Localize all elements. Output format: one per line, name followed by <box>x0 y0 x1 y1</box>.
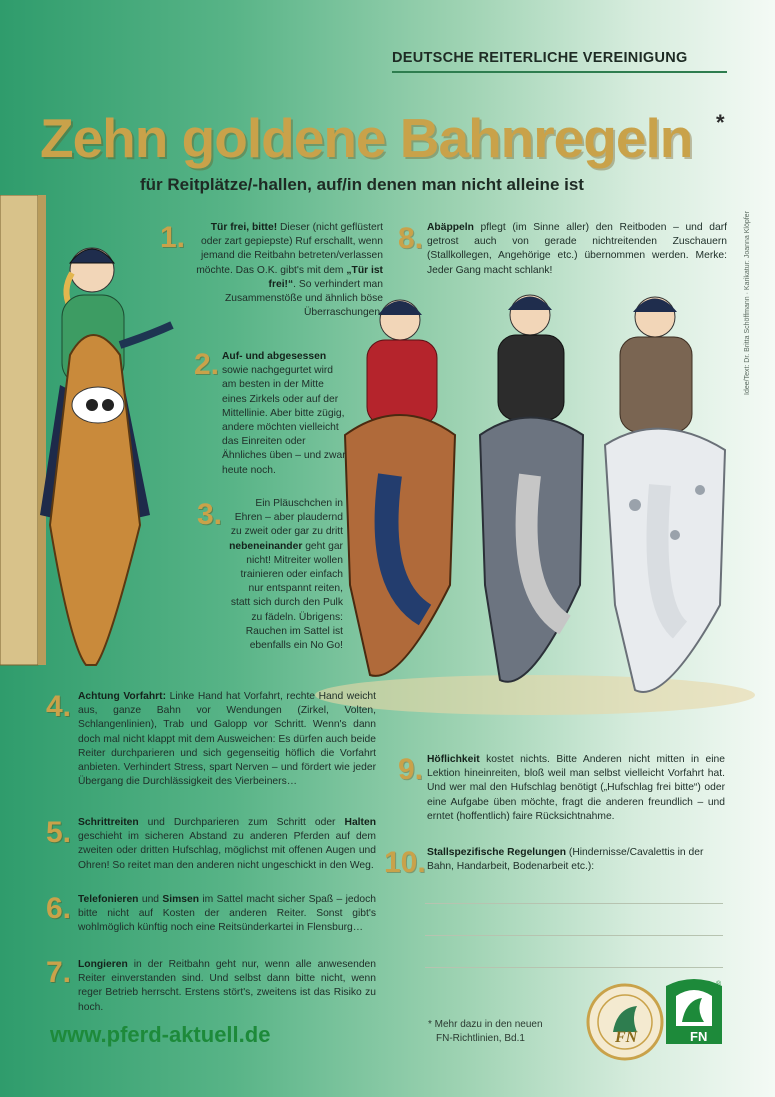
rule-2-body: sowie nachgegurtet wird am besten in der Mitte eines Zirkels oder auf der Mittellinie. Aber bitte zügig, andere möchten vielleicht das Einreiten oder Ähnliches üben – und zwar heute noch. <box>222 365 346 476</box>
rule-8-title: Abäppeln <box>427 222 474 233</box>
rule-10-text <box>427 846 725 874</box>
rule-1-emphasis: „Tür ist frei!“ <box>268 264 383 290</box>
rule-number-1: 1. <box>160 221 186 254</box>
rule-9-title: Höflichkeit <box>427 754 480 765</box>
reiterliche-vereinigung-seal <box>585 982 665 1062</box>
rule-number-5: 5. <box>46 816 72 849</box>
rule-1-body: Dieser (nicht geflüstert oder zart gepiepste) Ruf erschallt, wenn jemand die Reitbahn betreten/verlassen möchte. Das O.K. gibt's mit dem <box>196 222 383 276</box>
rule-number-2: 2. <box>194 348 220 381</box>
rule-5-title2: Halten <box>344 817 376 828</box>
rule-2-title: Auf- und abgesessen <box>222 351 327 362</box>
fn-logo <box>660 978 728 1048</box>
rule-1-text <box>190 221 383 320</box>
footnote-line-2: FN-Richtlinien, Bd.1 <box>436 1033 525 1044</box>
seal-initials: FN <box>615 1029 638 1046</box>
notes-line-1 <box>425 903 723 904</box>
rule-number-4: 4. <box>46 690 72 723</box>
organization-name: DEUTSCHE REITERLICHE VEREINIGUNG <box>392 50 688 66</box>
notes-line-3 <box>425 967 723 968</box>
riders-group-illustration <box>315 285 755 725</box>
rule-6-title: Telefonieren <box>78 894 139 905</box>
fn-logo-text: FN <box>690 1029 708 1044</box>
rule-1-title: Tür frei, bitte! <box>210 222 278 233</box>
rule-3-text <box>228 497 343 653</box>
rider-left-illustration <box>0 195 185 685</box>
rule-3-body: geht gar nicht! Mitreiter wollen trainieren oder einfach nur entspannt reiten, statt sich durch den Pulk zu fädeln. Übrigens: Rauchen im Sattel ist ebenfalls ein No Go! <box>230 540 343 652</box>
rule-5-mid: und Durchparieren zum Schritt oder <box>138 817 345 828</box>
rule-7-title: Longieren <box>78 959 128 970</box>
rule-number-8: 8. <box>398 222 424 255</box>
rule-3-title: nebeneinander <box>229 540 303 552</box>
rule-number-7: 7. <box>46 956 72 989</box>
rule-number-10: 10. <box>384 846 426 879</box>
rule-6-title2: Simsen <box>162 894 200 905</box>
rule-5-body: geschieht im sicheren Abstand zu anderen Pferden auf dem zweiten oder dritten Hufschlag, möglichst mit offenen Augen und Ohren! So reitet man den anderen nicht ungeschickt in den Weg. <box>78 831 376 871</box>
rule-7-body: in der Reitbahn geht nur, wenn alle anwesenden Reiter einverstanden sind. Und selbst dann bitte nicht, wenn reger Betrieb herrscht. Erstens stört's, zweitens ist das Risiko zu hoch. <box>78 959 376 1013</box>
page-subtitle: für Reitplätze/-hallen, auf/in denen man nicht alleine ist <box>140 175 584 194</box>
website-link[interactable]: www.pferd-aktuell.de <box>50 1022 271 1047</box>
title-asterisk: * <box>716 110 725 135</box>
rule-number-6: 6. <box>46 892 72 925</box>
rule-6-body: im Sattel macht sicher Spaß – jedoch bitte nicht auf Kosten der anderen Reiter. Sonst gibt's wohlmöglich künftig noch eine Reitsünderkartei in Flensburg… <box>78 894 376 934</box>
rule-number-3: 3. <box>197 498 223 531</box>
notes-line-2 <box>425 935 723 936</box>
rule-10-body: (Hindernisse/Cavalettis in der Bahn, Handarbeit, Bodenarbeit etc.): <box>427 847 704 873</box>
rule-6-text <box>78 893 376 936</box>
rule-number-9: 9. <box>398 753 424 786</box>
rule-9-body: kostet nichts. Bitte Anderen nicht mitten in eine Lektion hineinreiten, bloß weil man selbst vielleicht Vorfahrt hat. Und wer mal den Hufschlag benötigt („Hufschlag frei bitte“) oder eine Aufgabe üben möchte, fragt die anderen freundlich – und erntet (hoffentlich) faire Rücksichtnahme. <box>427 754 725 822</box>
registered-mark: ® <box>716 981 722 988</box>
footnote-line-1: * Mehr dazu in den neuen <box>428 1019 543 1030</box>
rule-10-title: Stallspezifische Regelungen <box>427 847 567 858</box>
rule-8-body: pflegt (im Sinne aller) den Reitboden – und darf getrost auch von gerade nichtreitenden Zuschauern (Stallkollegen, Angehörige etc.) übernommen werden. Merke: Jeder Gang macht schlank! <box>427 222 727 276</box>
page-title: Zehn goldene Bahnregeln <box>40 107 693 169</box>
rule-3-intro: Ein Pläuschchen in Ehren – aber plaudernd zu zweit oder gar zu dritt <box>230 498 343 538</box>
rule-4-title: Achtung Vorfahrt: <box>78 691 167 702</box>
rule-4-text <box>78 690 376 789</box>
rule-8-text <box>427 221 727 278</box>
rule-4-body: Linke Hand hat Vorfahrt, rechte Hand weicht aus, ganze Bahn vor Wendungen (Zirkel, Volten, Schlangenlinien), Trab und Galopp vor Schritt. Wenn's dann doch mal nicht klappt mit dem Ausweichen: Es dürfen auch beide Reiter durchparieren und sich gegenseitig höflich die Vorfahrt anbieten. Verhindert Stress, spart Nerven – und fördert wie jeder Übergang die Durchlässigkeit des Vierbeiners… <box>78 691 376 788</box>
rule-5-text <box>78 816 376 873</box>
rule-1-body-end: . So verhindert man Zusammenstöße und ähnlich böse Überraschungen. <box>225 278 383 319</box>
rule-6-mid: und <box>138 894 163 905</box>
rule-7-text <box>78 958 376 1015</box>
header-rule <box>392 71 727 73</box>
rule-9-text <box>427 753 725 824</box>
footnote <box>428 1018 543 1046</box>
rule-2-text <box>222 350 350 478</box>
credit-line: Idee/Text: Dr. Britta Schöffmann · Karikatur: Joanna Klöpfer <box>744 211 751 395</box>
rule-5-title: Schrittreiten <box>78 817 139 828</box>
